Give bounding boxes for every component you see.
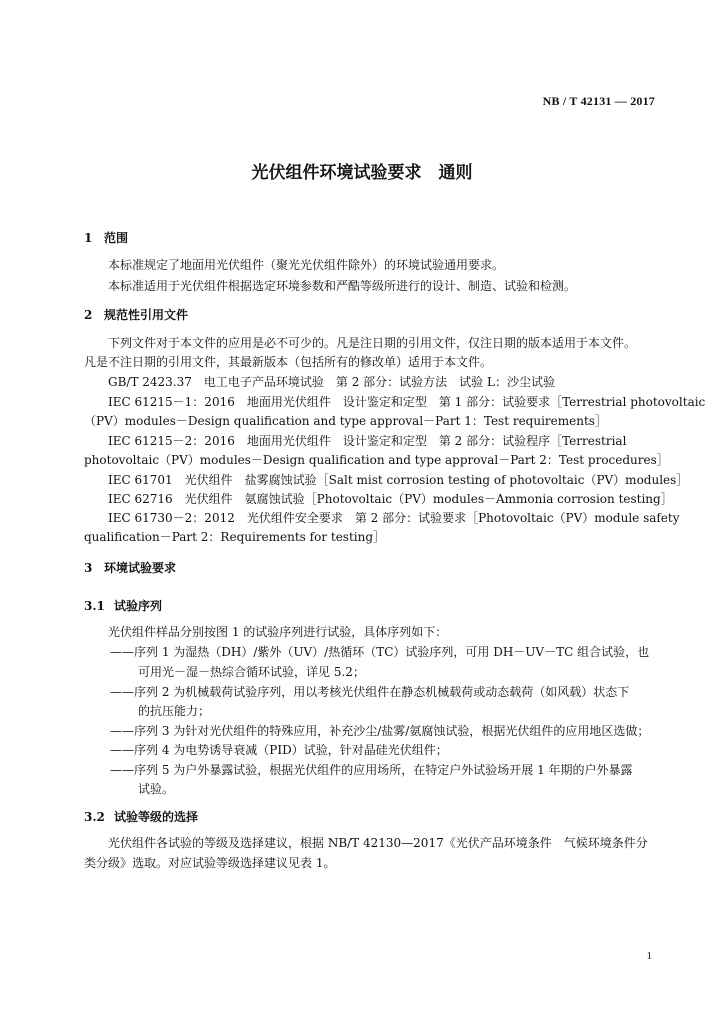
section-number: 1 (84, 231, 93, 245)
list-item: ——序列 5 为户外暴露试验，根据光伏组件的应用场所，在特定户外试验场开展 1 年期的户外暴露 (110, 763, 633, 777)
paragraph: 光伏组件样品分别按图 1 的试验序列进行试验，具体序列如下： (108, 625, 448, 639)
list-item-cont: 试验。 (138, 782, 175, 796)
paragraph: 本标准规定了地面用光伏组件（聚光光伏组件除外）的环境试验通用要求。 (108, 258, 505, 272)
section-3-heading (84, 559, 176, 576)
reference-item: IEC 61215－1：2016 地面用光伏组件 设计鉴定和定型 第 1 部分：试验要求［Terrestrial photovoltaic (108, 395, 706, 409)
subsection-number: 3.1 (84, 599, 105, 613)
paragraph: 凡是不注日期的引用文件，其最新版本（包括所有的修改单）适用于本文件。 (84, 355, 493, 369)
paragraph: 类分级》选取。对应试验等级选择建议见表 1。 (84, 856, 336, 870)
paragraph: 本标准适用于光伏组件根据选定环境参数和严酷等级所进行的设计、制造、试验和检测。 (108, 279, 577, 293)
reference-item: IEC 61701 光伏组件 盐雾腐蚀试验［Salt mist corrosion testing of photovoltaic（PV）modules］ (108, 473, 689, 487)
list-item: ——序列 2 为机械载荷试验序列，用以考核光伏组件在静态机械载荷或动态载荷（如风载）状态下 (110, 685, 630, 699)
reference-item: GB/T 2423.37 电工电子产品环境试验 第 2 部分：试验方法 试验 L：沙尘试验 (108, 375, 555, 389)
standard-number: NB / T 42131 — 2017 (542, 94, 655, 108)
list-item-cont: 可用光－湿－热综合循环试验，详见 5.2； (138, 665, 365, 679)
reference-item-cont: （PV）modules－Design qualification and type approval－Part 1：Test requirements］ (84, 414, 607, 428)
subsection-3-2-heading (84, 808, 198, 825)
reference-item-cont: photovoltaic（PV）modules－Design qualification and type approval－Part 2：Test procedures］ (84, 453, 669, 467)
paragraph: 下列文件对于本文件的应用是必不可少的。凡是注日期的引用文件，仅注日期的版本适用于本文件。 (108, 336, 637, 350)
section-number: 3 (84, 561, 93, 575)
list-item: ——序列 4 为电势诱导衰减（PID）试验，针对晶硅光伏组件； (110, 743, 448, 757)
reference-item: IEC 61215－2：2016 地面用光伏组件 设计鉴定和定型 第 2 部分：试验程序［Terrestrial (108, 434, 627, 448)
list-item-cont: 的抗压能力； (138, 704, 211, 718)
page-number: 1 (646, 950, 652, 962)
reference-item: IEC 62716 光伏组件 氨腐蚀试验［Photovoltaic（PV）modules－Ammonia corrosion testing］ (108, 492, 673, 506)
section-2-heading (84, 306, 188, 323)
section-title: 环境试验要求 (104, 561, 177, 575)
subsection-number: 3.2 (84, 810, 105, 824)
page-title: 光伏组件环境试验要求 通则 (251, 163, 473, 183)
subsection-title: 试验等级的选择 (114, 810, 199, 824)
list-item: ——序列 1 为湿热（DH）/紫外（UV）/热循环（TC）试验序列，可用 DH－UV－TC 组合试验，也 (110, 645, 650, 659)
section-title: 范围 (104, 231, 129, 245)
subsection-title: 试验序列 (114, 599, 163, 613)
section-number: 2 (84, 308, 93, 322)
subsection-3-1-heading (84, 597, 162, 614)
section-title: 规范性引用文件 (104, 308, 189, 322)
section-1-heading (84, 229, 128, 246)
list-item: ——序列 3 为针对光伏组件的特殊应用，补充沙尘/盐雾/氨腐蚀试验，根据光伏组件的应用地区选做； (110, 724, 650, 738)
reference-item: IEC 61730－2：2012 光伏组件安全要求 第 2 部分：试验要求［Photovoltaic（PV）module safety (108, 511, 680, 525)
paragraph: 光伏组件各试验的等级及选择建议，根据 NB/T 42130—2017《光伏产品环境条件 气候环境条件分 (108, 836, 648, 850)
reference-item-cont: qualification－Part 2：Requirements for testing］ (84, 530, 386, 544)
